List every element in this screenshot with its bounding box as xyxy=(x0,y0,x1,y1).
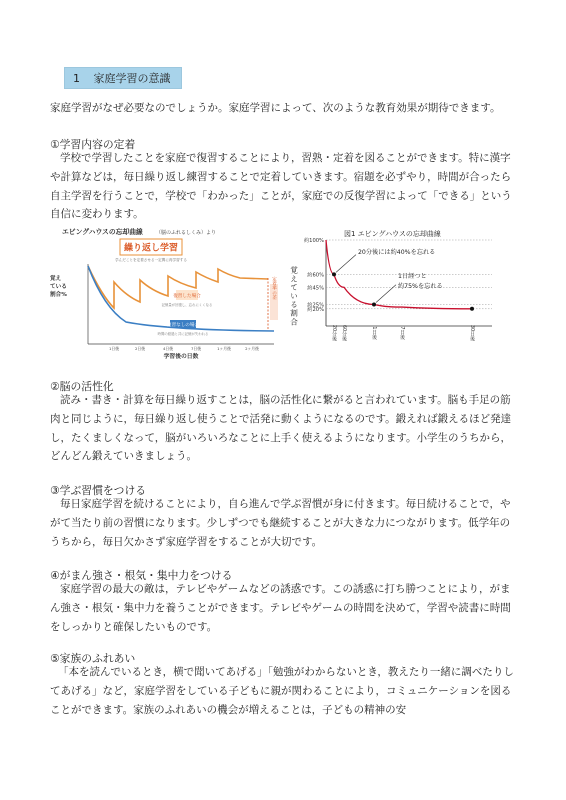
chart1-xtick: 1日後 xyxy=(108,346,120,351)
chart2-data-point xyxy=(332,272,336,276)
intro-text: 家庭学習がなぜ必要なのでしょうか。家庭学習によって、次のような教育効果が期待できます。 xyxy=(50,102,501,114)
heading-5: ⑤家族のふれあい xyxy=(50,652,136,665)
chart2-data-point xyxy=(470,307,474,311)
body-2: 読み・書き・計算を毎日繰り返すことは，脳の活性化に繋がると言われています。脳も手足の筋肉と同じように，毎日繰り返し使うことで活発に動くようになるのです。鍛えれば鍛えるほど発達し，たくましくなって，脳がいろいろなことに上手く使えるようになります。小学生のうちから，どんどん鍛えていきましょう。 xyxy=(50,394,512,463)
badge-note: 学んだことを定着させる一定間に再学習する xyxy=(115,258,187,262)
chart2-xtick: 1日後 xyxy=(371,326,377,340)
retention-gap-label: 定着率の差 xyxy=(271,276,277,300)
section-number: 1 xyxy=(73,72,80,85)
chart1-y-label-3: 割合% xyxy=(50,292,67,298)
chart1-xtick: 4日後 xyxy=(162,346,174,351)
annotation-20min: 20分後には約40%を忘れる xyxy=(358,248,436,256)
heading-1: ①学習内容の定着 xyxy=(50,138,136,151)
chart1-xtick: 1ヶ月後 xyxy=(217,346,231,351)
chart2-xtick: 60分後 xyxy=(341,324,347,342)
chart2-ytick: 約25% xyxy=(307,302,324,309)
chart1-title: エビングハウスの忘却曲線 xyxy=(62,228,143,236)
forgetting-curve-chart xyxy=(284,226,514,364)
heading-4: ④がまん強さ・根気・集中力をつける xyxy=(50,569,233,582)
chart2-data-point xyxy=(372,303,376,307)
heading-3: ③学ぶ習慣をつける xyxy=(50,484,147,497)
body-5: 「本を読んでいるとき，横で聞いてあげる」「勉強がわからないとき，教えたり一緒に調べたりしてあげる」など，家庭学習をしている子どもに親が関わることにより，コミュニケーションを図ることができます。家族のふれあいの機会が増えることは，子どもの精神の安 xyxy=(50,666,514,716)
chart2-ytick: 約45% xyxy=(307,285,324,292)
review-curve xyxy=(88,266,268,308)
chart2-xtick: 20分後 xyxy=(331,324,337,342)
chart1-x-label: 学習後の日数 xyxy=(163,354,199,360)
no-review-label: 復習なしの場合 xyxy=(166,323,200,328)
chart2-ytick: 約20% xyxy=(307,306,324,313)
section-title xyxy=(64,67,182,89)
chart2-ytick: 約100% xyxy=(303,238,324,244)
chart1-xtick: 2ヶ月後 xyxy=(245,346,259,351)
body-4: 家庭学習の最大の敵は，テレビやゲームなどの誘惑です。この誘惑に打ち勝つことにより，がまん強さ・根気・集中力を養うことができます。テレビやゲームの時間を決めて，学習や読書に時間をしっかりと確保したいものです。 xyxy=(50,583,511,633)
body-3: 毎日家庭学習を続けることにより，自ら進んで学ぶ習慣が身に付きます。毎日続けることで，やがて当たり前の習慣になります。少しずつでも継続することが大きな力につながります。低学年のうちから，毎日欠かさず家庭学習をすることが大切です。 xyxy=(50,498,511,548)
review-label: 復習した場合 xyxy=(173,294,201,299)
chart2-xtick: 30日後 xyxy=(469,324,475,342)
chart1-xtick: 2日後 xyxy=(134,346,146,351)
annotation-1day: 約75%を忘れる xyxy=(398,283,443,291)
chart1-title-sub: （脳のふれるしくみ）より xyxy=(156,230,217,236)
chart2-y-label: 覚えている割合 xyxy=(289,266,299,327)
body-1: 学校で学習したことを家庭で復習することにより，習熟・定着を図ることができます。特に漢字や計算などは，毎日繰り返し練習することで定着していきます。宿題を必ずやり，時間が合ったら自主学習を行うことで，学校で「わかった」ことが，家庭での反復学習によって「できる」という自信に変わります。 xyxy=(50,152,512,221)
chart2-ytick: 約60% xyxy=(307,272,324,279)
heading-2: ②脳の活性化 xyxy=(50,380,114,393)
chart2-xtick: 7日後 xyxy=(399,326,405,340)
annotation-1day: 1日経つと xyxy=(398,272,427,280)
review-note: 記憶量が回復し、忘れにくくなる xyxy=(161,303,213,307)
chart1-y-label-1: 覚え xyxy=(50,276,62,282)
repetition-learning-chart xyxy=(48,226,280,360)
section-title-text: 家庭学習の意識 xyxy=(93,72,171,85)
no-review-note: 時間の経過と共に記憶が失われる xyxy=(157,332,209,336)
badge-label: 繰り返し学習 xyxy=(123,243,179,254)
chart1-y-label-2: ている xyxy=(50,284,67,290)
chart2-title: 図1 エビングハウスの忘却曲線 xyxy=(344,230,441,238)
chart1-xtick: 7日後 xyxy=(190,346,202,351)
annotation-leader xyxy=(336,255,356,273)
